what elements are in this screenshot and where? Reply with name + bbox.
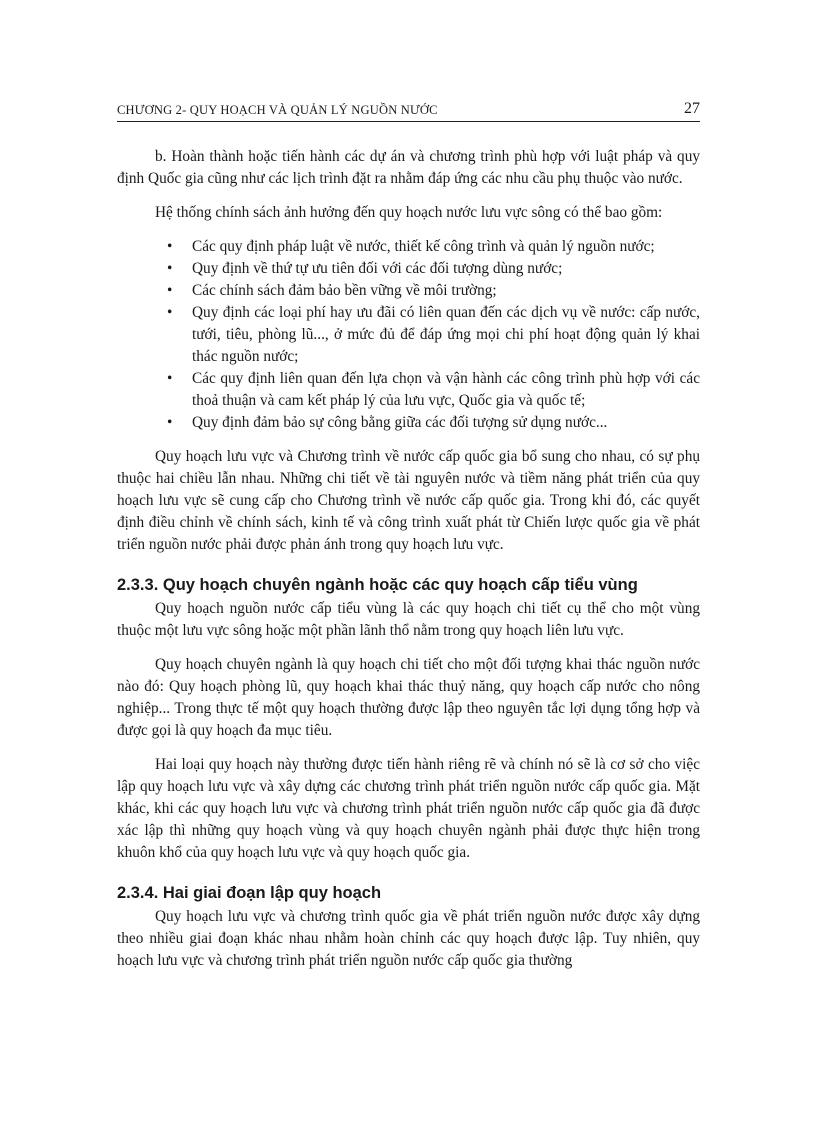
paragraph: Hai loại quy hoạch này thường được tiến hành riêng rẽ và chính nó sẽ là cơ sở cho việc lập quy hoạch lưu vực và xây dựng các chương trình phát triển nguồn nước cấp quốc gia. Mặt khác, khi các quy hoạch lưu vực và chương trình phát triển nguồn nước cấp quốc gia đã được xác lập thì những quy hoạch vùng và quy hoạch chuyên ngành phải được thực hiện trong khuôn khổ của quy hoạch lưu vực và quy hoạch quốc gia. — [117, 756, 700, 861]
paragraph: Quy hoạch nguồn nước cấp tiểu vùng là các quy hoạch chi tiết cụ thể cho một vùng thuộc một lưu vực sông hoặc một phần lãnh thổ nằm trong quy hoạch liên lưu vực. — [117, 600, 700, 639]
bullet-icon: • — [167, 370, 173, 387]
bullet-icon: • — [167, 260, 173, 277]
section-heading-2-3-3: 2.3.3. Quy hoạch chuyên ngành hoặc các quy hoạch cấp tiểu vùng — [117, 576, 638, 594]
policy-list — [117, 236, 700, 434]
body-text — [117, 146, 700, 972]
list-item: • Các quy định liên quan đến lựa chọn và vận hành các công trình phù hợp với các thoả thuận và cam kết pháp lý của lưu vực, Quốc gia và quốc tế; — [167, 370, 700, 409]
bullet-icon: • — [167, 304, 173, 321]
paragraph: Quy hoạch chuyên ngành là quy hoạch chi tiết cho một đối tượng khai thác nguồn nước nào đó: Quy hoạch phòng lũ, quy hoạch khai thác thuỷ năng, quy hoạch cấp nước cho nông nghiệp... Trong thực tế một quy hoạch thường được lập theo nguyên tắc lợi dụng tổng hợp và được gọi là quy hoạch đa mục tiêu. — [117, 656, 700, 739]
bullet-icon: • — [167, 238, 173, 255]
document-page — [117, 100, 700, 984]
chapter-title: CHƯƠNG 2- QUY HOẠCH VÀ QUẢN LÝ NGUỒN NƯỚC — [117, 103, 438, 117]
list-item: • Quy định về thứ tự ưu tiên đối với các đối tượng dùng nước; — [117, 258, 700, 280]
paragraph: Hệ thống chính sách ảnh hưởng đến quy hoạch nước lưu vực sông có thể bao gồm: — [155, 204, 663, 221]
paragraph: Quy hoạch lưu vực và Chương trình về nước cấp quốc gia bổ sung cho nhau, có sự phụ thuộc hai chiều lẫn nhau. Những chi tiết về tài nguyên nước và tiềm năng phát triển của quy hoạch lưu vực sẽ cung cấp cho Chương trình về nước cấp quốc gia. Trong khi đó, các quyết định điều chỉnh về chính sách, kinh tế và công trình xuất phát từ Chiến lược quốc gia về phát triển nguồn nước phải được phản ánh trong quy hoạch lưu vực. — [117, 448, 700, 553]
section-heading-2-3-4: 2.3.4. Hai giai đoạn lập quy hoạch — [117, 884, 382, 902]
list-item: • Quy định đảm bảo sự công bằng giữa các đối tượng sử dụng nước... — [117, 412, 700, 434]
list-item: • Các quy định pháp luật về nước, thiết kế công trình và quản lý nguồn nước; — [117, 236, 700, 258]
bullet-icon: • — [167, 414, 173, 431]
list-item: • Quy định các loại phí hay ưu đãi có liên quan đến các dịch vụ về nước: cấp nước, tưới, tiêu, phòng lũ..., ở mức đủ để đáp ứng mọi chi phí hoạt động quản lý khai thác nguồn nước; — [167, 304, 700, 365]
page-number: 27 — [684, 100, 700, 117]
paragraph: Quy hoạch lưu vực và chương trình quốc gia về phát triển nguồn nước được xây dựng theo nhiều giai đoạn khác nhau nhằm hoàn chỉnh các quy hoạch được lập. Tuy nhiên, quy hoạch lưu vực và chương trình phát triển nguồn nước cấp quốc gia thường — [117, 908, 700, 969]
bullet-icon: • — [167, 282, 173, 299]
list-item: • Các chính sách đảm bảo bền vững về môi trường; — [117, 280, 700, 302]
paragraph: b. Hoàn thành hoặc tiến hành các dự án và chương trình phù hợp với luật pháp và quy định Quốc gia cũng như các lịch trình đặt ra nhằm đáp ứng các nhu cầu phụ thuộc vào nước. — [117, 148, 700, 187]
running-header — [117, 100, 700, 122]
